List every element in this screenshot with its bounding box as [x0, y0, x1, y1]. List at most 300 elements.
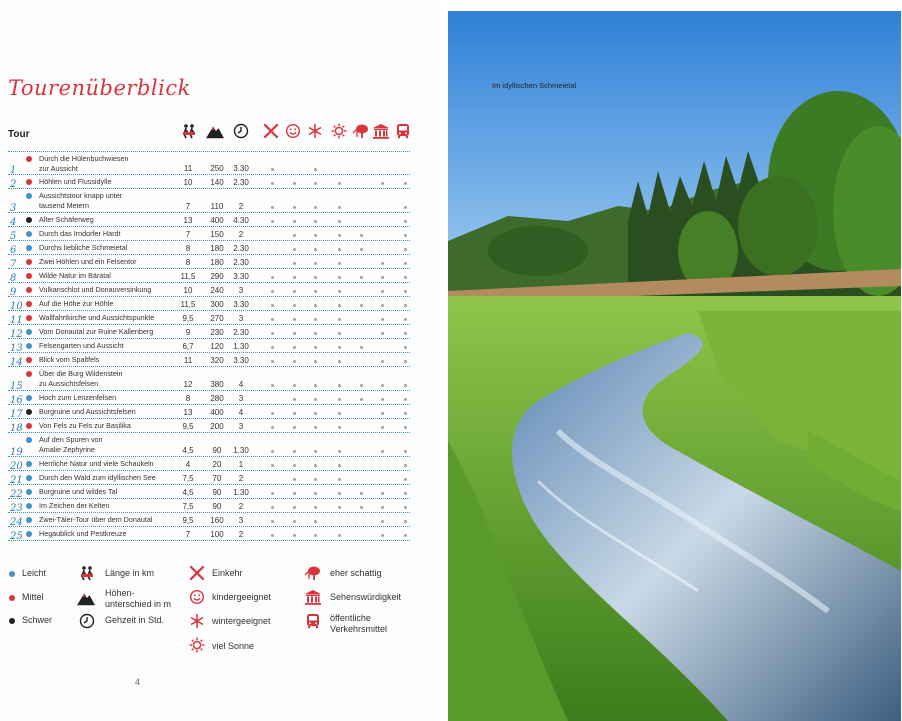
- fork-knife-icon: [188, 564, 206, 582]
- flag-sonne: [338, 304, 341, 307]
- difficulty-dot: [26, 217, 32, 223]
- tour-name: Auf die Höhe zur Höhle: [39, 299, 114, 308]
- tour-number: 2: [10, 179, 17, 190]
- difficulty-dot: [26, 395, 32, 401]
- tour-time: 3: [238, 286, 244, 295]
- tour-elevation: 90: [212, 502, 222, 511]
- flag-oepnv: [404, 398, 407, 401]
- tour-elevation: 240: [210, 286, 224, 295]
- flag-oepnv: [404, 220, 407, 223]
- mountain-elevation-icon: [77, 589, 95, 607]
- flag-oepnv: [404, 290, 407, 293]
- flag-schattig: [360, 492, 363, 495]
- flag-sonne: [338, 220, 341, 223]
- flag-winter: [314, 234, 317, 237]
- tour-time: 1: [238, 460, 244, 469]
- tour-length: 8: [185, 258, 191, 267]
- tour-name: Vom Donautal zur Ruine Kallenberg: [39, 327, 154, 336]
- flag-sehens: [381, 304, 384, 307]
- flag-winter: [314, 398, 317, 401]
- tour-name: Burgruine und wildes Tal: [39, 487, 118, 496]
- tour-length: 11: [183, 164, 193, 173]
- tour-row: [8, 241, 410, 255]
- page-number: 4: [135, 677, 141, 687]
- tour-row: [8, 311, 410, 325]
- flag-oepnv: [404, 464, 407, 467]
- clock-time-icon: [232, 122, 250, 140]
- flag-kinder: [293, 248, 296, 251]
- flag-winter: [314, 506, 317, 509]
- header-icons: [180, 122, 412, 142]
- page-title: Tourenüberblick: [8, 76, 191, 100]
- tour-elevation: 250: [210, 164, 224, 173]
- flag-sonne: [338, 182, 341, 185]
- flag-sonne: [338, 262, 341, 265]
- flag-einkehr: [271, 168, 274, 171]
- tour-length: 7,5: [182, 502, 194, 511]
- flag-kinder: [293, 450, 296, 453]
- tour-elevation: 200: [210, 422, 224, 431]
- tour-number: 23: [10, 503, 23, 514]
- flag-winter: [314, 492, 317, 495]
- tour-row: [8, 457, 410, 471]
- flag-sonne: [338, 234, 341, 237]
- tour-time: 3.30: [233, 272, 249, 281]
- tour-row: [8, 269, 410, 283]
- flag-sonne: [338, 398, 341, 401]
- tour-name: Durch den Wald zum idyllischen See: [39, 473, 156, 482]
- tour-number: 13: [10, 343, 23, 354]
- tour-length: 7: [185, 530, 191, 539]
- tour-length: 7: [185, 230, 191, 239]
- difficulty-dot: [26, 343, 32, 349]
- difficulty-dot: [26, 156, 32, 162]
- tour-number: 3: [10, 203, 17, 214]
- flag-kinder: [293, 206, 296, 209]
- flag-schattig: [360, 276, 363, 279]
- tour-time: 2: [238, 530, 244, 539]
- flag-schattig: [360, 234, 363, 237]
- difficulty-dot: [26, 245, 32, 251]
- tour-length: 13: [183, 216, 193, 225]
- flag-sehens: [381, 276, 384, 279]
- flag-sonne: [338, 318, 341, 321]
- flag-sehens: [381, 290, 384, 293]
- flag-kinder: [293, 220, 296, 223]
- flag-oepnv: [404, 276, 407, 279]
- tour-name: Durch die Hülenbuchwiesen zur Aussicht: [39, 154, 129, 173]
- tour-length: 11,5: [180, 272, 196, 281]
- legend-gehzeit: Gehzeit in Std.: [105, 615, 165, 625]
- tour-number: 9: [10, 287, 17, 298]
- flag-winter: [314, 290, 317, 293]
- tour-time: 2.30: [233, 178, 249, 187]
- flag-schattig: [360, 346, 363, 349]
- tour-name: Durch das Irndorfer Hardt: [39, 229, 121, 238]
- tour-length: 9,5: [182, 314, 194, 323]
- flag-winter: [314, 412, 317, 415]
- flag-sonne: [338, 464, 341, 467]
- tour-time: 1.30: [233, 342, 249, 351]
- flag-einkehr: [271, 492, 274, 495]
- tour-name: Aussichtstour knapp unter tausend Metern: [39, 191, 123, 210]
- tour-number: 20: [10, 461, 23, 472]
- tour-number: 4: [10, 217, 17, 228]
- flag-sonne: [338, 412, 341, 415]
- flag-kinder: [293, 234, 296, 237]
- tour-name: Höhlen und Flussidylle: [39, 177, 112, 186]
- tour-number: 19: [10, 447, 23, 458]
- tour-row: [8, 151, 410, 175]
- tour-number: 15: [10, 381, 23, 392]
- flag-oepnv: [404, 346, 407, 349]
- flag-schattig: [360, 506, 363, 509]
- tour-row: [8, 175, 410, 189]
- tour-time: 1.30: [233, 446, 249, 455]
- tour-number: 16: [10, 395, 23, 406]
- flag-kinder: [293, 534, 296, 537]
- tour-length: 8: [185, 244, 191, 253]
- flag-einkehr: [271, 332, 274, 335]
- tour-row: [8, 227, 410, 241]
- tour-length: 9,5: [182, 516, 194, 525]
- tour-number: 6: [10, 245, 17, 256]
- flag-oepnv: [404, 492, 407, 495]
- flag-winter: [314, 168, 317, 171]
- tour-table: [8, 151, 410, 541]
- flag-sonne: [338, 450, 341, 453]
- flag-oepnv: [404, 248, 407, 251]
- tour-name: Herrliche Natur und viele Schaukeln: [39, 459, 154, 468]
- legend-hoehe-1: Höhen-: [105, 588, 135, 598]
- legend-winter: wintergeeignet: [212, 616, 271, 626]
- tour-length: 8: [185, 394, 191, 403]
- tour-row: [8, 391, 410, 405]
- tour-number: 12: [10, 329, 23, 340]
- tour-row: [8, 353, 410, 367]
- flag-kinder: [293, 520, 296, 523]
- tour-row: [8, 527, 410, 541]
- tour-number: 11: [10, 315, 23, 326]
- flag-schattig: [360, 384, 363, 387]
- tour-row: [8, 405, 410, 419]
- tour-elevation: 140: [210, 178, 224, 187]
- flag-sonne: [338, 478, 341, 481]
- tour-elevation: 70: [212, 474, 222, 483]
- photo-caption: Im idyllischen Schmeietal: [492, 81, 577, 90]
- tour-length: 7,5: [182, 474, 194, 483]
- flag-winter: [314, 318, 317, 321]
- flag-kinder: [293, 290, 296, 293]
- flag-sehens: [381, 398, 384, 401]
- tour-elevation: 150: [210, 230, 224, 239]
- flag-sonne: [338, 492, 341, 495]
- flag-einkehr: [271, 426, 274, 429]
- tour-name: Wallfahrtkirche und Aussichtspunkte: [39, 313, 155, 322]
- legend-laenge: Länge in km: [105, 568, 155, 578]
- difficulty-dot: [26, 287, 32, 293]
- tour-elevation: 180: [210, 258, 224, 267]
- tour-name: Felsengarten und Aussicht: [39, 341, 124, 350]
- flag-einkehr: [271, 464, 274, 467]
- difficulty-dot: [26, 193, 32, 199]
- tour-time: 1.30: [233, 488, 249, 497]
- tour-row: [8, 499, 410, 513]
- tour-name: Wilde Natur im Bäratal: [39, 271, 111, 280]
- legend-einkehr: Einkehr: [212, 568, 243, 578]
- tour-name: Über die Burg Wildenstein zu Aussichtsfelsen: [39, 369, 123, 388]
- flag-sonne: [338, 384, 341, 387]
- flag-schattig: [360, 398, 363, 401]
- flag-sonne: [338, 426, 341, 429]
- tour-elevation: 380: [210, 380, 224, 389]
- landscape-illustration: [448, 11, 901, 721]
- mountain-elevation-icon: [206, 122, 224, 140]
- flag-kinder: [293, 398, 296, 401]
- hikers-length-icon: [180, 122, 198, 140]
- flag-einkehr: [271, 450, 274, 453]
- tour-name: Im Zeichen der Kelten: [39, 501, 110, 510]
- legend-schwer: Schwer: [22, 615, 53, 625]
- flag-oepnv: [404, 182, 407, 185]
- flag-sonne: [338, 506, 341, 509]
- flag-einkehr: [271, 206, 274, 209]
- flag-sehens: [381, 520, 384, 523]
- tour-length: 4,5: [182, 488, 194, 497]
- tour-elevation: 300: [210, 300, 224, 309]
- flag-sonne: [338, 360, 341, 363]
- tour-name: Von Fels zu Fels zur Basilika: [39, 421, 131, 430]
- flag-sehens: [381, 534, 384, 537]
- flag-oepnv: [404, 304, 407, 307]
- tour-elevation: 20: [212, 460, 222, 469]
- tour-row: [8, 283, 410, 297]
- tour-row: [8, 367, 410, 391]
- flag-oepnv: [404, 234, 407, 237]
- museum-icon: [304, 588, 322, 606]
- flag-oepnv: [404, 206, 407, 209]
- flag-einkehr: [271, 318, 274, 321]
- flag-kinder: [293, 384, 296, 387]
- tour-elevation: 270: [210, 314, 224, 323]
- tour-elevation: 230: [210, 328, 224, 337]
- flag-sehens: [381, 412, 384, 415]
- tour-time: 2.30: [233, 328, 249, 337]
- tour-row: [8, 471, 410, 485]
- tour-number: 7: [10, 259, 17, 270]
- flag-sonne: [338, 248, 341, 251]
- legend-kinder: kindergeeignet: [212, 592, 272, 602]
- flag-winter: [314, 276, 317, 279]
- legend-sehens: Sehenswürdigkeit: [330, 592, 402, 602]
- flag-einkehr: [271, 304, 274, 307]
- difficulty-dot: [26, 329, 32, 335]
- schwer-dot: [9, 618, 15, 624]
- tour-row: [8, 255, 410, 269]
- tour-elevation: 160: [210, 516, 224, 525]
- flag-kinder: [293, 506, 296, 509]
- difficulty-dot: [26, 475, 32, 481]
- tour-length: 12: [183, 380, 193, 389]
- tour-number: 24: [10, 517, 23, 528]
- tour-time: 4.30: [233, 216, 249, 225]
- sun-icon: [188, 636, 206, 654]
- legend-leicht: Leicht: [22, 568, 47, 578]
- flag-kinder: [293, 346, 296, 349]
- tour-number: 5: [10, 231, 17, 242]
- flag-einkehr: [271, 534, 274, 537]
- tour-time: 3: [238, 516, 244, 525]
- flag-winter: [314, 426, 317, 429]
- flag-winter: [314, 478, 317, 481]
- tour-elevation: 100: [210, 530, 224, 539]
- tour-name: Burgruine und Aussichtsfelsen: [39, 407, 136, 416]
- tour-number: 14: [10, 357, 23, 368]
- tour-row: [8, 325, 410, 339]
- flag-sehens: [381, 318, 384, 321]
- tour-row: [8, 213, 410, 227]
- flag-oepnv: [404, 478, 407, 481]
- flag-oepnv: [404, 520, 407, 523]
- flag-oepnv: [404, 506, 407, 509]
- flag-sehens: [381, 182, 384, 185]
- flag-einkehr: [271, 506, 274, 509]
- tour-elevation: 90: [212, 446, 222, 455]
- flag-kinder: [293, 478, 296, 481]
- museum-icon: [372, 122, 390, 140]
- flag-winter: [314, 206, 317, 209]
- smiley-icon: [188, 588, 206, 606]
- tour-number: 1: [10, 165, 17, 176]
- legend: [0, 560, 440, 670]
- difficulty-dot: [26, 517, 32, 523]
- clock-time-icon: [78, 612, 96, 630]
- difficulty-dot: [26, 273, 32, 279]
- tour-time: 4: [238, 408, 244, 417]
- flag-oepnv: [404, 534, 407, 537]
- difficulty-dot: [26, 301, 32, 307]
- difficulty-dot: [26, 179, 32, 185]
- tour-time: 4: [238, 380, 244, 389]
- flag-oepnv: [404, 450, 407, 453]
- tour-length: 11: [183, 356, 193, 365]
- flag-winter: [314, 182, 317, 185]
- tour-length: 10: [183, 286, 193, 295]
- tour-name: Auf den Spuren von Amalie Zephyrine: [39, 435, 103, 454]
- flag-winter: [314, 332, 317, 335]
- tour-elevation: 280: [210, 394, 224, 403]
- tour-time: 3.30: [233, 300, 249, 309]
- tour-name: Blick vom Spaltfels: [39, 355, 100, 364]
- flag-schattig: [360, 248, 363, 251]
- sun-icon: [330, 122, 348, 140]
- flag-kinder: [293, 492, 296, 495]
- flag-winter: [314, 464, 317, 467]
- tour-row: [8, 485, 410, 499]
- flag-sehens: [381, 332, 384, 335]
- legend-oeffentlich-1: öffentliche: [330, 613, 371, 623]
- flag-winter: [314, 534, 317, 537]
- tour-time: 2.30: [233, 244, 249, 253]
- tour-time: 2: [238, 502, 244, 511]
- flag-sonne: [338, 346, 341, 349]
- snowflake-icon: [306, 122, 324, 140]
- legend-mittel: Mittel: [22, 592, 44, 602]
- flag-kinder: [293, 304, 296, 307]
- difficulty-dot: [26, 461, 32, 467]
- tour-time: 3: [238, 422, 244, 431]
- flag-winter: [314, 450, 317, 453]
- tour-time: 2.30: [233, 258, 249, 267]
- tour-row: [8, 513, 410, 527]
- tour-column-header: Tour: [8, 129, 30, 140]
- tour-number: 17: [10, 409, 23, 420]
- flag-sonne: [338, 332, 341, 335]
- tour-elevation: 290: [210, 272, 224, 281]
- tour-length: 6,7: [182, 342, 194, 351]
- flag-kinder: [293, 318, 296, 321]
- flag-sehens: [381, 426, 384, 429]
- tour-name: Zwei-Täler-Tour über dem Donautal: [39, 515, 153, 524]
- flag-oepnv: [404, 360, 407, 363]
- flag-winter: [314, 360, 317, 363]
- flag-kinder: [293, 360, 296, 363]
- legend-schattig: eher schattig: [330, 568, 382, 578]
- shade-tree-icon: [352, 122, 370, 140]
- flag-sehens: [381, 506, 384, 509]
- difficulty-dot: [26, 503, 32, 509]
- flag-kinder: [293, 464, 296, 467]
- flag-winter: [314, 346, 317, 349]
- legend-oeffentlich-2: Verkehrsmittel: [330, 624, 388, 634]
- tour-number: 22: [10, 489, 23, 500]
- difficulty-dot: [26, 409, 32, 415]
- flag-sonne: [338, 534, 341, 537]
- tour-row: [8, 339, 410, 353]
- tour-time: 2: [238, 202, 244, 211]
- flag-einkehr: [271, 290, 274, 293]
- tour-length: 9,5: [182, 422, 194, 431]
- tour-length: 4,5: [182, 446, 194, 455]
- flag-kinder: [293, 182, 296, 185]
- flag-einkehr: [271, 360, 274, 363]
- flag-winter: [314, 248, 317, 251]
- flag-sehens: [381, 450, 384, 453]
- tour-number: 8: [10, 273, 17, 284]
- flag-einkehr: [271, 346, 274, 349]
- tour-length: 13: [183, 408, 193, 417]
- tour-number: 25: [10, 531, 23, 542]
- flag-kinder: [293, 412, 296, 415]
- flag-einkehr: [271, 412, 274, 415]
- difficulty-dot: [26, 231, 32, 237]
- tour-elevation: 320: [210, 356, 224, 365]
- tour-elevation: 90: [212, 488, 222, 497]
- tour-elevation: 120: [210, 342, 224, 351]
- snowflake-icon: [188, 612, 206, 630]
- difficulty-dot: [26, 259, 32, 265]
- flag-einkehr: [271, 220, 274, 223]
- tour-number: 10: [10, 301, 23, 312]
- flag-kinder: [293, 332, 296, 335]
- leicht-dot: [9, 571, 15, 577]
- flag-kinder: [293, 262, 296, 265]
- legend-sonne: viel Sonne: [212, 641, 255, 651]
- difficulty-dot: [26, 371, 32, 377]
- tour-name: Hoch zum Lenzenfelsen: [39, 393, 117, 402]
- tour-time: 3.30: [233, 356, 249, 365]
- shade-tree-icon: [304, 564, 322, 582]
